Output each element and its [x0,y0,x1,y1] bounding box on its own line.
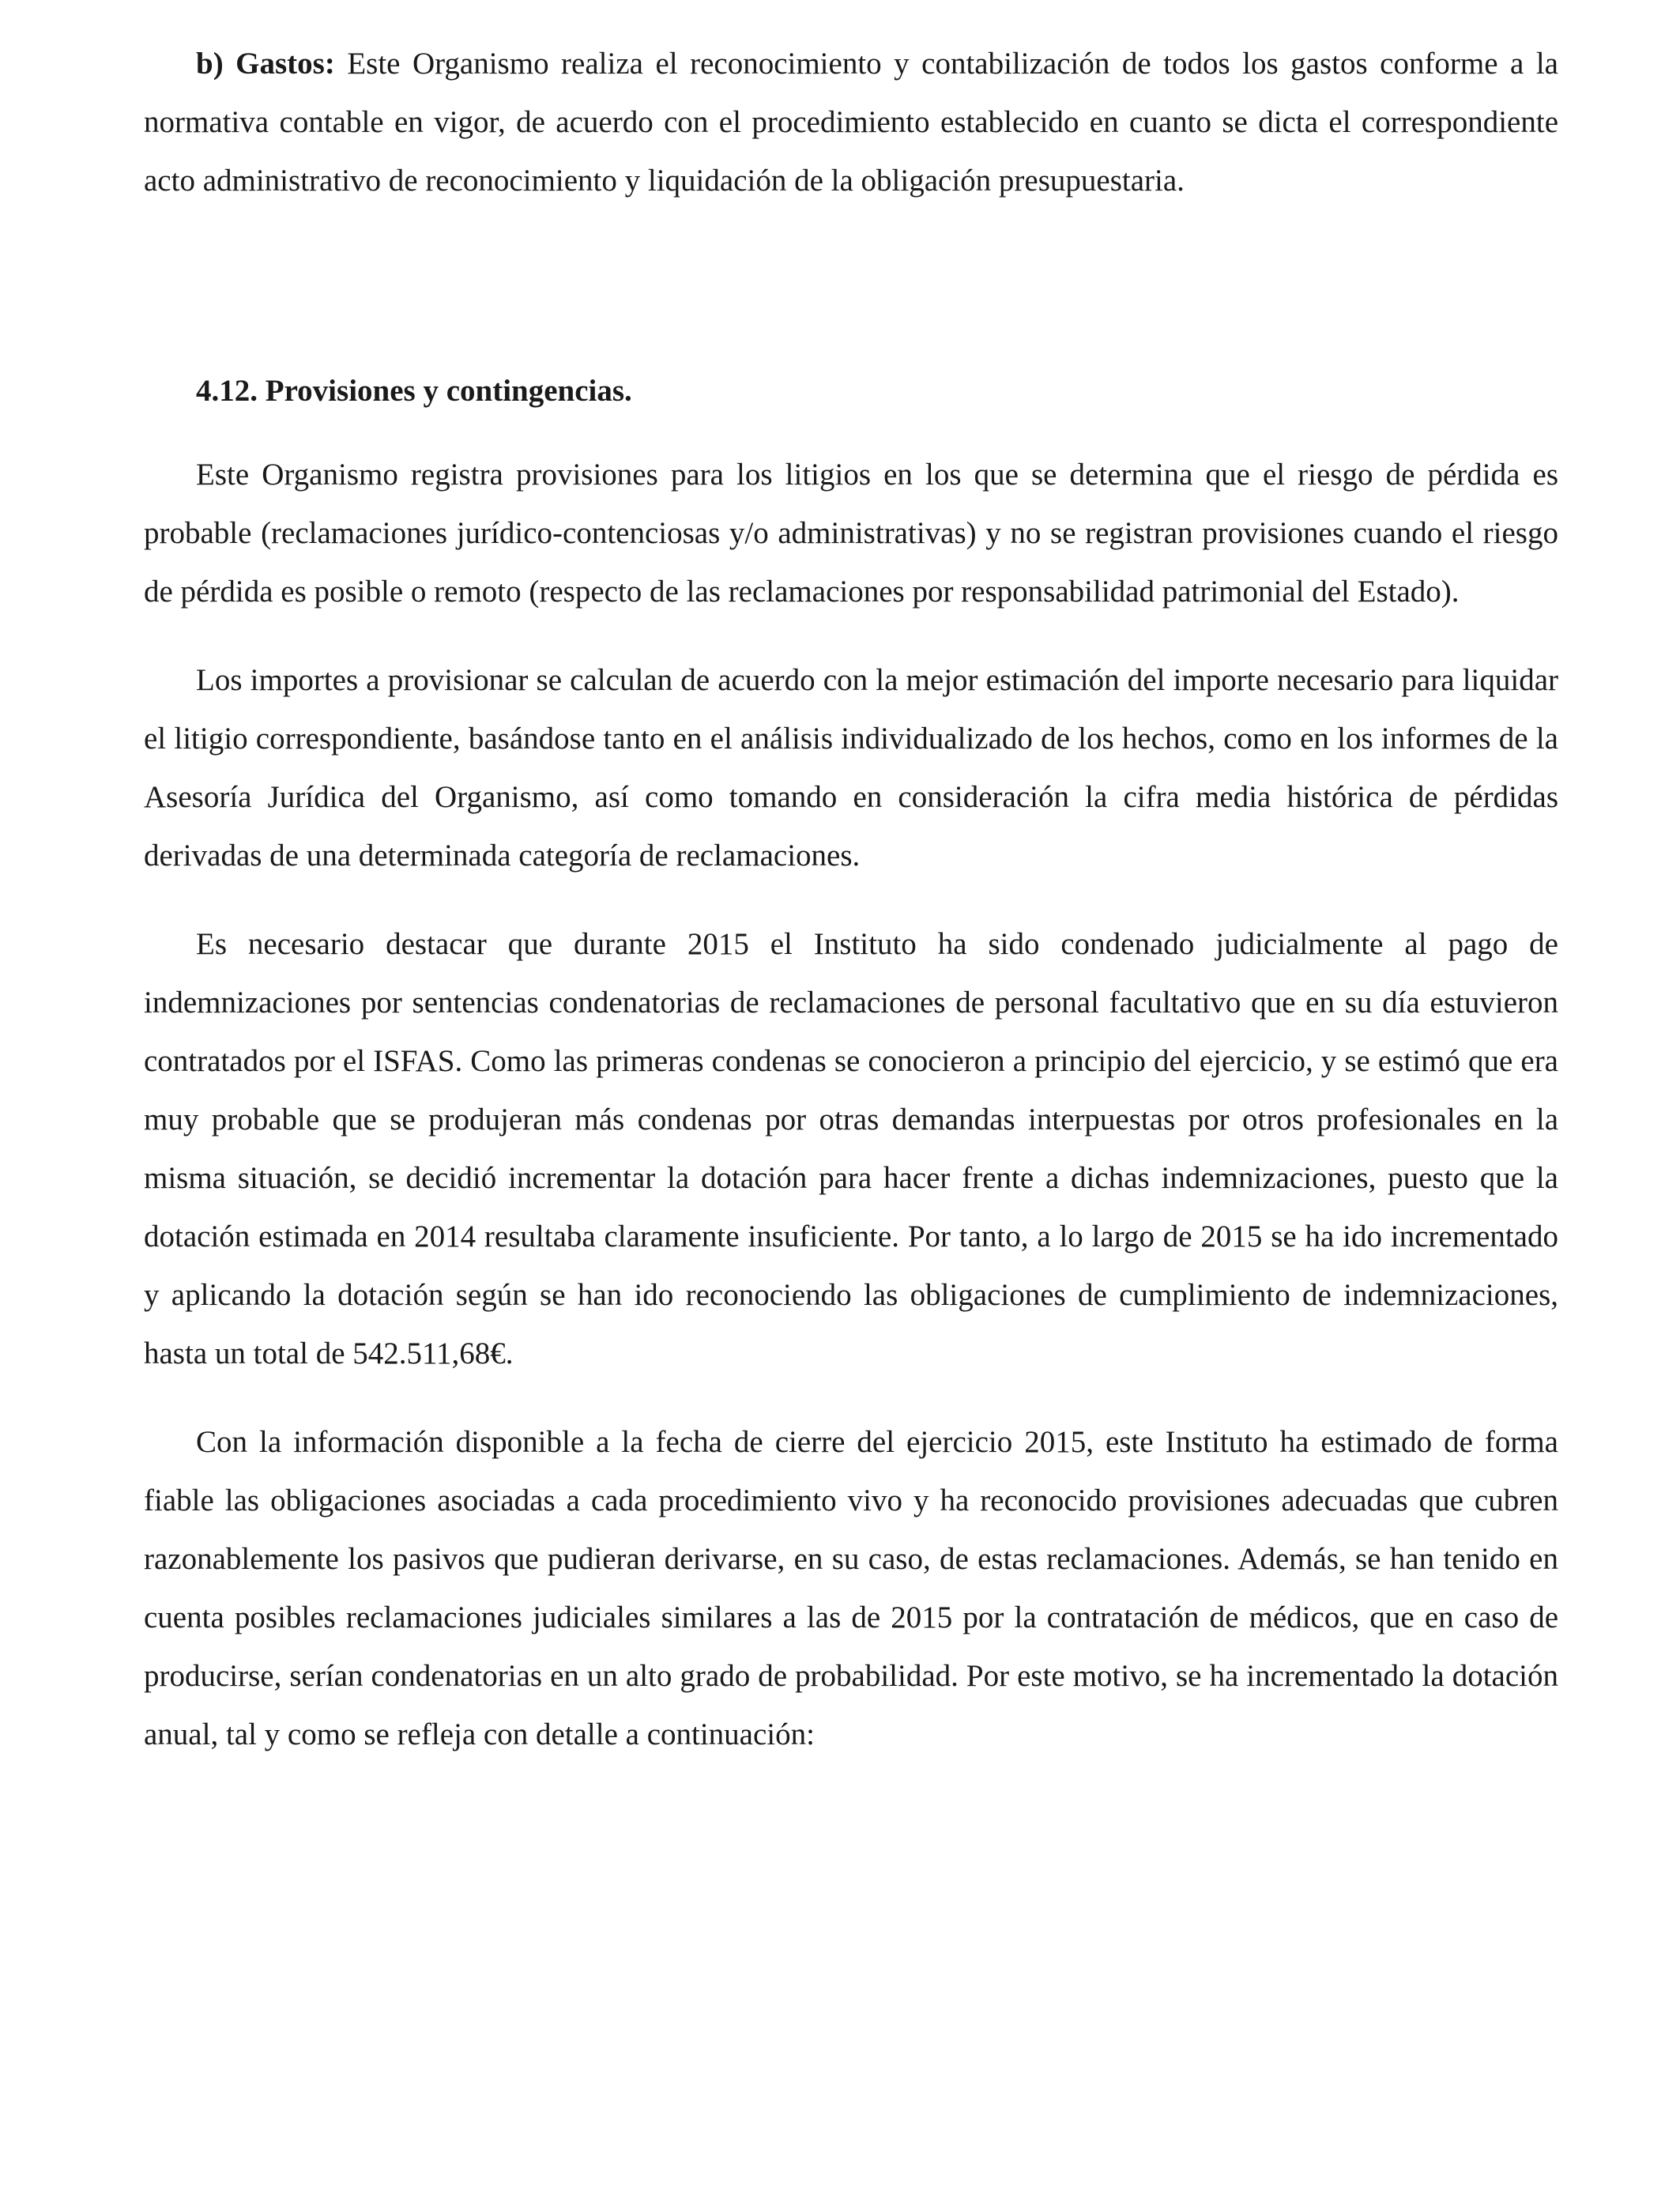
paragraph-provisiones: Este Organismo registra provisiones para los litigios en los que se determina que el riesgo de pérdida es probable (reclamaciones jurídico-contenciosas y/o administrativas) y no se registran provisiones cuando el riesgo de pérdida es posible o remoto (respecto de las reclamaciones por responsabilidad patrimonial del Estado). [144,458,1558,609]
paragraph-cierre-ejercicio: Con la información disponible a la fecha de cierre del ejercicio 2015, este Instituto ha estimado de forma fiable las obligaciones asociadas a cada procedimiento vivo y ha reconocido provisiones adecuadas que cubren razonablemente los pasivos que pudieran derivarse, en su caso, de estas reclamaciones. Además, se han tenido en cuenta posibles reclamaciones judiciales similares a las de 2015 por la contratación de médicos, que en caso de producirse, serían condenatorias en un alto grado de probabilidad. Por este motivo, se ha incrementado la dotación anual, tal y como se refleja con detalle a continuación: [144,1425,1558,1751]
gastos-text: Este Organismo realiza el reconocimiento y contabilización de todos los gastos conforme a la normativa contable en vigor, de acuerdo con el procedimiento establecido en cuanto se dicta el correspondiente acto administrativo de reconocimiento y liquidación de la obligación presupuestaria. [144,47,1558,198]
section-heading: 4.12. Provisiones y contingencias. [196,374,632,408]
gastos-label: b) Gastos: [196,47,335,81]
gastos-paragraph [144,35,1558,210]
paragraph-indemnizaciones: Es necesario destacar que durante 2015 el Instituto ha sido condenado judicialmente al pago de indemnizaciones por sentencias condenatorias de reclamaciones de personal facultativo que en su día estuvieron contratados por el ISFAS. Como las primeras condenas se conocieron a principio del ejercicio, y se estimó que era muy probable que se produjeran más condenas por otras demandas interpuestas por otros profesionales en la misma situación, se decidió incrementar la dotación para hacer frente a dichas indemnizaciones, puesto que la dotación estimada en 2014 resultaba claramente insuficiente. Por tanto, a lo largo de 2015 se ha ido incrementado y aplicando la dotación según se han ido reconociendo las obligaciones de cumplimiento de indemnizaciones, hasta un total de 542.511,68€. [144,927,1558,1370]
paragraph-importes: Los importes a provisionar se calculan de acuerdo con la mejor estimación del importe necesario para liquidar el litigio correspondiente, basándose tanto en el análisis individualizado de los hechos, como en los informes de la Asesoría Jurídica del Organismo, así como tomando en consideración la cifra media histórica de pérdidas derivadas de una determinada categoría de reclamaciones. [144,663,1558,873]
document-page [144,35,1558,1764]
